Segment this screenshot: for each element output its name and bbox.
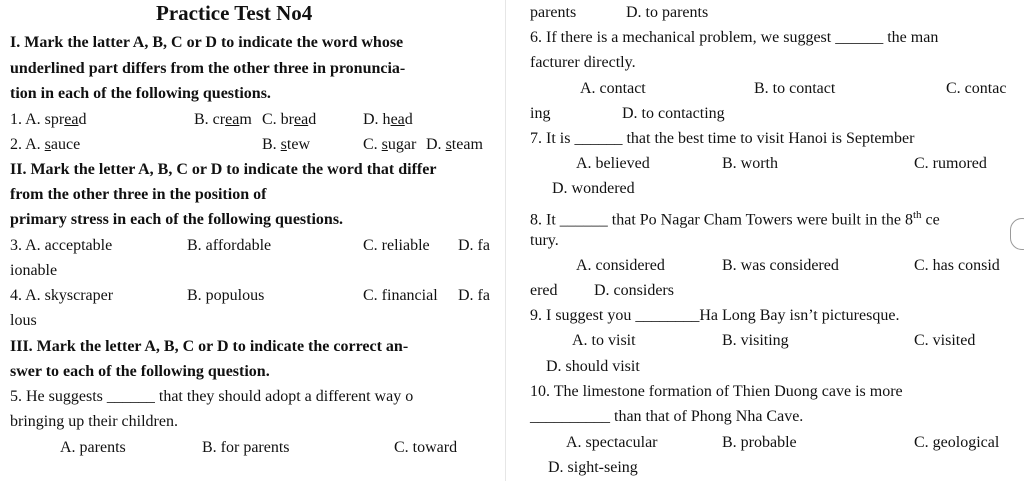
q8-option-a: A. considered <box>576 257 665 274</box>
q2-option-b: B. stew <box>262 136 311 153</box>
right-column <box>512 0 1024 481</box>
q3-option-a: 3. A. acceptable <box>10 237 113 254</box>
q5-option-c: C. toward <box>394 439 458 456</box>
q7-option-c: C. rumored <box>914 155 987 172</box>
q10-option-a: A. spectacular <box>566 434 658 451</box>
q5-option-d: D. to parents <box>626 4 709 21</box>
q7-option-b: B. worth <box>722 155 778 172</box>
q8-option-c: C. has consid <box>914 257 1000 274</box>
q10-stem-line1: 10. The limestone formation of Thien Duong cave is more <box>530 383 903 400</box>
q5-option-b: B. for parents <box>202 439 290 456</box>
q6-stem-line1: 6. If there is a mechanical problem, we suggest ______ the man <box>530 29 939 46</box>
q3-wrap: ionable <box>10 262 58 279</box>
section1-heading-line3: tion in each of the following questions. <box>10 85 271 102</box>
q1-option-d: D. head <box>363 111 413 128</box>
q6-stem-line2: facturer directly. <box>530 54 636 71</box>
q7-option-d: D. wondered <box>552 180 635 197</box>
q8-wrap: ered <box>530 282 558 299</box>
q4-option-b: B. populous <box>187 287 265 304</box>
q6-option-a: A. contact <box>580 80 646 97</box>
q1-option-b: B. cream <box>194 111 252 128</box>
section2-heading-line1: II. Mark the letter A, B, C or D to indicate the word that differ <box>10 161 437 178</box>
q1-option-a: 1. A. spread <box>10 111 87 128</box>
section2-heading-line3: primary stress in each of the following questions. <box>10 211 344 228</box>
q4-wrap: lous <box>10 312 37 329</box>
q5-option-c-continued: parents <box>530 4 577 21</box>
page-title: Practice Test No4 <box>156 1 313 25</box>
q5-stem-line1: 5. He suggests ______ that they should adopt a different way o <box>10 388 414 405</box>
q2-option-a: 2. A. sauce <box>10 136 81 153</box>
q3-option-d: D. fa <box>458 237 490 254</box>
q10-option-c: C. geological <box>914 434 1000 451</box>
q7-stem: 7. It is ______ that the best time to visit Hanoi is September <box>530 130 915 147</box>
q3-option-b: B. affordable <box>187 237 272 254</box>
q4-option-d: D. fa <box>458 287 490 304</box>
q10-option-d: D. sight-seing <box>548 459 638 476</box>
q10-stem-line2: __________ than that of Phong Nha Cave. <box>530 408 804 425</box>
section3-heading-line2: swer to each of the following question. <box>10 363 270 380</box>
q6-wrap: ing <box>530 105 551 122</box>
q8-stem-line2: tury. <box>530 232 559 249</box>
q9-option-b: B. visiting <box>722 332 789 349</box>
q6-option-b: B. to contact <box>754 80 836 97</box>
q2-option-c: C. sugar <box>363 136 417 153</box>
q1-option-c: C. bread <box>262 111 317 128</box>
left-column <box>0 0 500 481</box>
q4-option-a: 4. A. skyscraper <box>10 287 114 304</box>
section2-heading-line2: from the other three in the position of <box>10 186 267 203</box>
q8-stem-line1: 8. It ______ that Po Nagar Cham Towers were built in the 8th ce <box>530 209 940 229</box>
scroll-handle[interactable] <box>1010 218 1024 250</box>
q10-option-b: B. probable <box>722 434 797 451</box>
q5-option-a: A. parents <box>60 439 126 456</box>
q7-option-a: A. believed <box>576 155 650 172</box>
q3-option-c: C. reliable <box>363 237 430 254</box>
q2-option-d: D. steam <box>426 136 483 153</box>
q9-option-a: A. to visit <box>572 332 636 349</box>
q8-option-d: D. considers <box>594 282 674 299</box>
q9-stem: 9. I suggest you ________Ha Long Bay isn’t picturesque. <box>530 307 900 324</box>
q9-option-d: D. should visit <box>546 358 640 375</box>
section1-heading-line1: I. Mark the latter A, B, C or D to indicate the word whose <box>10 34 404 51</box>
section3-heading-line1: III. Mark the letter A, B, C or D to indicate the correct an- <box>10 338 409 355</box>
q6-option-d: D. to contacting <box>622 105 725 122</box>
q9-option-c: C. visited <box>914 332 976 349</box>
column-divider <box>505 0 506 481</box>
q8-option-b: B. was considered <box>722 257 839 274</box>
q5-stem-line2: bringing up their children. <box>10 413 178 430</box>
q6-option-c: C. contac <box>946 80 1007 97</box>
section1-heading-line2: underlined part differs from the other three in pronuncia- <box>10 60 406 77</box>
q4-option-c: C. financial <box>363 287 438 304</box>
